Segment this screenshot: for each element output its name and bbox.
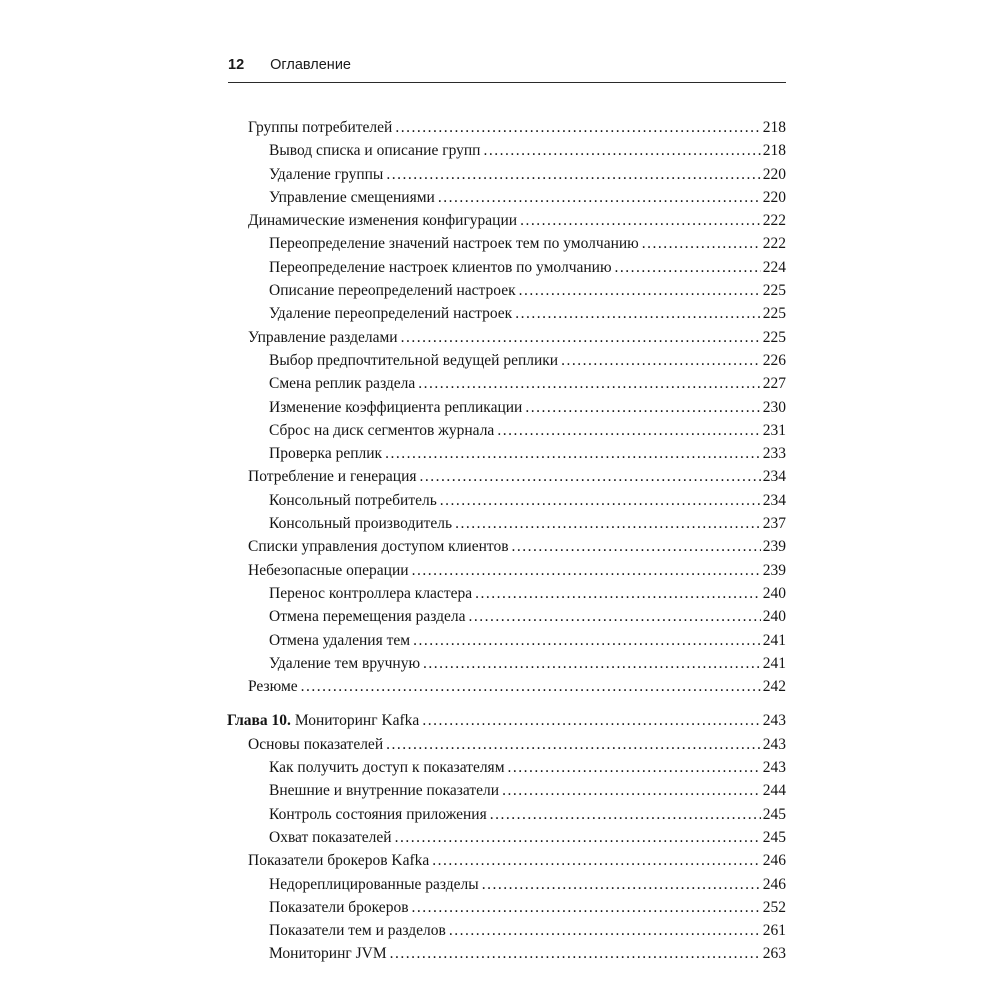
toc-entry xyxy=(227,919,786,942)
dot-leader xyxy=(468,605,760,628)
toc-entry xyxy=(227,302,786,325)
toc-entry-page: 226 xyxy=(762,351,786,369)
toc-entry-label: Показатели брокеров Kafka xyxy=(248,852,430,870)
toc-entry-page: 243 xyxy=(762,759,786,777)
toc-entry-page: 225 xyxy=(762,305,786,323)
toc-entry-page: 252 xyxy=(762,898,786,916)
toc-list xyxy=(227,116,786,966)
toc-entry xyxy=(227,209,786,232)
toc-entry-label: Удаление группы xyxy=(269,165,384,183)
toc-entry-label: Переопределение настроек клиентов по умолчанию xyxy=(269,258,612,276)
dot-leader xyxy=(412,559,761,582)
dot-leader xyxy=(395,826,761,849)
toc-entry-label: Удаление переопределений настроек xyxy=(269,305,513,323)
dot-leader xyxy=(413,629,761,652)
toc-entry-page: 231 xyxy=(762,421,786,439)
toc-entry-label: Контроль состояния приложения xyxy=(269,805,487,823)
toc-entry xyxy=(227,559,786,582)
toc-entry-label: Консольный производитель xyxy=(269,515,453,533)
toc-entry xyxy=(227,733,786,756)
dot-leader xyxy=(561,349,761,372)
toc-entry-label: Консольный потребитель xyxy=(269,491,437,509)
toc-entry-label: Основы показателей xyxy=(248,735,384,753)
toc-entry xyxy=(227,675,786,698)
toc-entry-label: Вывод списка и описание групп xyxy=(269,142,481,160)
toc-entry-page: 233 xyxy=(762,445,786,463)
header-page-number: 12 xyxy=(228,57,245,73)
toc-entry xyxy=(227,826,786,849)
toc-entry-label: Глава 10. Мониторинг Kafka xyxy=(227,712,420,730)
toc-entry xyxy=(227,349,786,372)
toc-entry-page: 222 xyxy=(762,212,786,230)
chapter-number: Глава 10. xyxy=(227,712,295,730)
toc-entry-label: Показатели брокеров xyxy=(269,898,409,916)
dot-leader xyxy=(301,675,761,698)
dot-leader xyxy=(642,232,761,255)
toc-entry xyxy=(227,326,786,349)
dot-leader xyxy=(475,582,761,605)
toc-entry-label: Небезопасные операции xyxy=(248,561,409,579)
toc-entry xyxy=(227,139,786,162)
dot-leader xyxy=(438,186,761,209)
dot-leader xyxy=(520,209,761,232)
dot-leader xyxy=(490,803,761,826)
dot-leader xyxy=(455,512,761,535)
dot-leader xyxy=(525,396,760,419)
toc-entry xyxy=(227,873,786,896)
toc-entry-label: Резюме xyxy=(248,678,298,696)
toc-entry-page: 220 xyxy=(762,188,786,206)
toc-entry xyxy=(227,232,786,255)
toc-entry-page: 227 xyxy=(762,375,786,393)
toc-entry-page: 225 xyxy=(762,282,786,300)
toc-entry xyxy=(227,442,786,465)
dot-leader xyxy=(390,942,761,965)
dot-leader xyxy=(440,489,761,512)
dot-leader xyxy=(422,709,760,732)
toc-entry xyxy=(227,803,786,826)
dot-leader xyxy=(420,465,761,488)
dot-leader xyxy=(386,163,760,186)
dot-leader xyxy=(418,372,760,395)
toc-entry-label: Выбор предпочтительной ведущей реплики xyxy=(269,351,559,369)
toc-entry-label: Показатели тем и разделов xyxy=(269,922,446,940)
toc-entry-page: 246 xyxy=(762,875,786,893)
toc-entry-label: Как получить доступ к показателям xyxy=(269,759,505,777)
toc-entry xyxy=(227,896,786,919)
toc-entry-label: Удаление тем вручную xyxy=(269,654,421,672)
toc-entry xyxy=(227,163,786,186)
dot-leader xyxy=(395,116,760,139)
toc-entry-page: 243 xyxy=(762,735,786,753)
dot-leader xyxy=(502,779,761,802)
dot-leader xyxy=(401,326,761,349)
toc-entry-label: Внешние и внутренние показатели xyxy=(269,782,500,800)
toc-entry-label: Проверка реплик xyxy=(269,445,383,463)
toc-entry-page: 218 xyxy=(762,142,786,160)
toc-entry-label: Потребление и генерация xyxy=(248,468,417,486)
toc-entry xyxy=(227,652,786,675)
toc-entry xyxy=(227,372,786,395)
toc-entry-label: Отмена перемещения раздела xyxy=(269,608,466,626)
toc-entry-page: 243 xyxy=(762,712,786,730)
toc-entry-label: Перенос контроллера кластера xyxy=(269,584,473,602)
toc-entry-label: Списки управления доступом клиентов xyxy=(248,538,509,556)
toc-entry xyxy=(227,582,786,605)
toc-entry xyxy=(227,116,786,139)
toc-entry-page: 222 xyxy=(762,235,786,253)
toc-entry-page: 261 xyxy=(762,922,786,940)
dot-leader xyxy=(512,535,761,558)
toc-entry-page: 242 xyxy=(762,678,786,696)
toc-entry xyxy=(227,629,786,652)
toc-entry-page: 245 xyxy=(762,805,786,823)
toc-entry-page: 234 xyxy=(762,491,786,509)
toc-entry-label: Мониторинг JVM xyxy=(269,945,387,963)
dot-leader xyxy=(432,849,761,872)
toc-entry-label: Динамические изменения конфигурации xyxy=(248,212,518,230)
toc-entry-page: 245 xyxy=(762,828,786,846)
toc-entry-page: 241 xyxy=(762,631,786,649)
toc-entry-label: Управление разделами xyxy=(248,328,398,346)
toc-entry-page: 240 xyxy=(762,584,786,602)
toc-entry xyxy=(227,605,786,628)
toc-entry xyxy=(227,849,786,872)
dot-leader xyxy=(519,279,761,302)
toc-entry xyxy=(227,779,786,802)
dot-leader xyxy=(385,442,761,465)
toc-entry xyxy=(227,489,786,512)
page-header xyxy=(228,57,786,83)
toc-entry-page: 237 xyxy=(762,515,786,533)
toc-entry-label: Отмена удаления тем xyxy=(269,631,411,649)
toc-entry-label: Сброс на диск сегментов журнала xyxy=(269,421,495,439)
toc-entry-label: Описание переопределений настроек xyxy=(269,282,516,300)
dot-leader xyxy=(483,139,760,162)
toc-entry xyxy=(227,279,786,302)
toc-entry-page: 225 xyxy=(762,328,786,346)
toc-entry xyxy=(227,186,786,209)
toc-entry-page: 220 xyxy=(762,165,786,183)
dot-leader xyxy=(386,733,761,756)
dot-leader xyxy=(482,873,761,896)
toc-entry xyxy=(227,256,786,279)
toc-entry-label: Управление смещениями xyxy=(269,188,435,206)
toc-entry-label: Охват показателей xyxy=(269,828,392,846)
toc-entry-page: 224 xyxy=(762,258,786,276)
toc-entry xyxy=(227,465,786,488)
dot-leader xyxy=(515,302,761,325)
toc-entry-page: 246 xyxy=(762,852,786,870)
toc-entry-page: 234 xyxy=(762,468,786,486)
dot-leader xyxy=(449,919,761,942)
toc-entry-label: Переопределение значений настроек тем по умолчанию xyxy=(269,235,639,253)
toc-entry xyxy=(227,942,786,965)
dot-leader xyxy=(508,756,761,779)
toc-entry xyxy=(227,535,786,558)
toc-entry xyxy=(227,512,786,535)
toc-entry-page: 239 xyxy=(762,561,786,579)
toc-entry-page: 240 xyxy=(762,608,786,626)
dot-leader xyxy=(423,652,761,675)
toc-entry-label: Смена реплик раздела xyxy=(269,375,416,393)
toc-entry-page: 241 xyxy=(762,654,786,672)
toc-entry-label: Недореплицированные разделы xyxy=(269,875,479,893)
toc-entry-page: 230 xyxy=(762,398,786,416)
toc-entry-page: 263 xyxy=(762,945,786,963)
toc-entry-page: 244 xyxy=(762,782,786,800)
toc-chapter-entry xyxy=(227,709,786,732)
dot-leader xyxy=(497,419,760,442)
toc-entry xyxy=(227,419,786,442)
dot-leader xyxy=(412,896,761,919)
toc-entry-label: Группы потребителей xyxy=(248,119,393,136)
toc-entry-label: Изменение коэффициента репликации xyxy=(269,398,523,416)
toc-entry-page: 239 xyxy=(762,538,786,556)
dot-leader xyxy=(615,256,761,279)
toc-entry xyxy=(227,756,786,779)
header-title: Оглавление xyxy=(270,57,351,73)
toc-entry-page: 218 xyxy=(762,119,786,136)
toc-entry xyxy=(227,396,786,419)
